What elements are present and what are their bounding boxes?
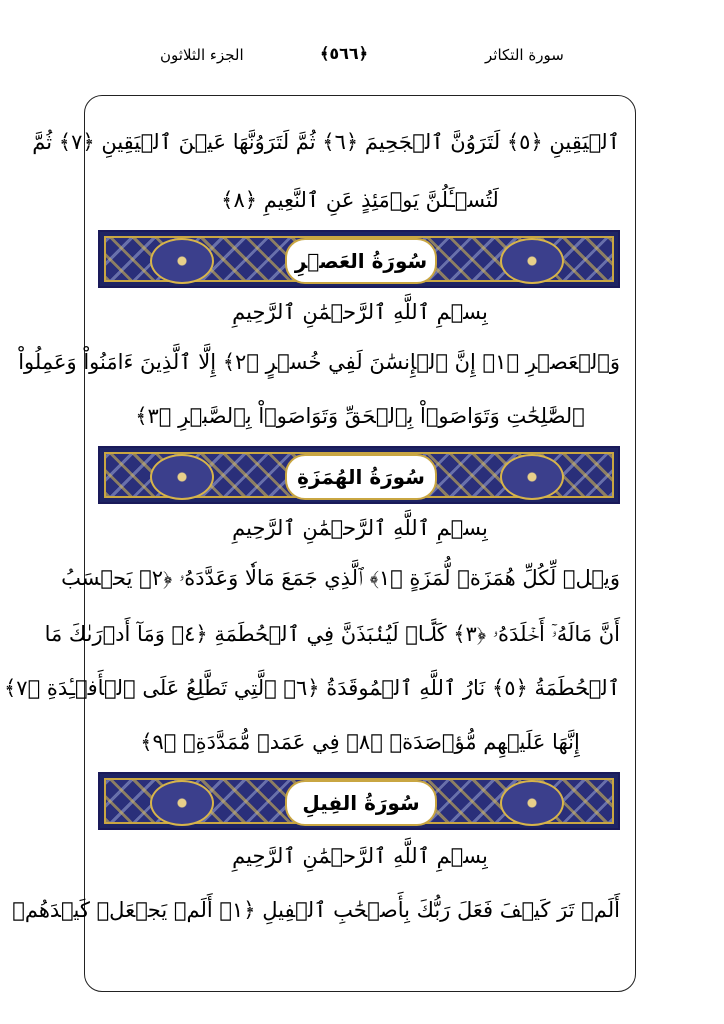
verse-line: إِنَّهَا عَلَيۡهِم مُّؤۡصَدَةٞ ﴿٨﴾ فِي عَمَدٖ مُّمَدَّدَةِۭ ﴿٩﴾ [140, 730, 580, 754]
page-header [0, 38, 724, 78]
ornament-icon [150, 238, 214, 284]
verse-line: أَنَّ مَالَهُۥٓ أَخۡلَدَهُۥ ﴿٣﴾ كَلَّاۖ لَيُنۢبَذَنَّ فِي ٱلۡحُطَمَةِ ﴿٤﴾ وَمَآ أَدۡرَىٰكَ مَا [44, 622, 620, 646]
page-number: ﴿٥٦٦﴾ [320, 44, 369, 63]
basmala: بِسۡمِ ٱللَّهِ ٱلرَّحۡمَٰنِ ٱلرَّحِيمِ [232, 300, 488, 324]
basmala: بِسۡمِ ٱللَّهِ ٱلرَّحۡمَٰنِ ٱلرَّحِيمِ [232, 844, 488, 868]
surah-banner-humaza [98, 446, 620, 504]
surah-title: سُورَةُ الفِيلِ [285, 780, 437, 826]
verse-line: ٱلۡيَقِينِ ﴿٥﴾ لَتَرَوُنَّ ٱلۡجَحِيمَ ﴿٦﴾ ثُمَّ لَتَرَوُنَّهَا عَيۡنَ ٱلۡيَقِينِ ﴿٧﴾ ثُمَّ [32, 130, 620, 154]
ornament-icon [500, 454, 564, 500]
verse-line: وَٱلۡعَصۡرِ ﴿١﴾ إِنَّ ٱلۡإِنسَٰنَ لَفِي خُسۡرٍ ﴿٢﴾ إِلَّا ٱلَّذِينَ ءَامَنُواْ وَعَمِلُواْ [18, 350, 620, 374]
verse-line: لَتُسۡـَٔلُنَّ يَوۡمَئِذٍ عَنِ ٱلنَّعِيمِ ﴿٨﴾ [221, 188, 499, 212]
verse-line: ٱلۡحُطَمَةُ ﴿٥﴾ نَارُ ٱللَّهِ ٱلۡمُوقَدَةُ ﴿٦﴾ ٱلَّتِي تَطَّلِعُ عَلَى ٱلۡأَفۡـِٔدَةِ ﴿٧﴾ [3, 676, 620, 700]
basmala: بِسۡمِ ٱللَّهِ ٱلرَّحۡمَٰنِ ٱلرَّحِيمِ [232, 516, 488, 540]
ornament-icon [500, 780, 564, 826]
surah-title: سُورَةُ العَصۡرِ [285, 238, 437, 284]
ornament-icon [150, 454, 214, 500]
juz-label: الجزء الثلاثون [160, 46, 244, 64]
ornament-icon [150, 780, 214, 826]
verse-line: أَلَمۡ تَرَ كَيۡفَ فَعَلَ رَبُّكَ بِأَصۡحَٰبِ ٱلۡفِيلِ ﴿١﴾ أَلَمۡ يَجۡعَلۡ كَيۡدَهُمۡ [12, 898, 620, 922]
verse-line: وَيۡلٞ لِّكُلِّ هُمَزَةٖ لُّمَزَةٍ ﴿١﴾ ٱلَّذِي جَمَعَ مَالٗا وَعَدَّدَهُۥ ﴿٢﴾ يَحۡسَبُ [61, 566, 620, 590]
verse-line: ٱلصَّٰلِحَٰتِ وَتَوَاصَوۡاْ بِٱلۡحَقِّ وَتَوَاصَوۡاْ بِٱلصَّبۡرِ ﴿٣﴾ [135, 404, 585, 428]
surah-header-label: سورة التكاثر [485, 46, 564, 64]
surah-title: سُورَةُ الهُمَزَةِ [285, 454, 437, 500]
surah-banner-asr [98, 230, 620, 288]
surah-banner-fil [98, 772, 620, 830]
ornament-icon [500, 238, 564, 284]
